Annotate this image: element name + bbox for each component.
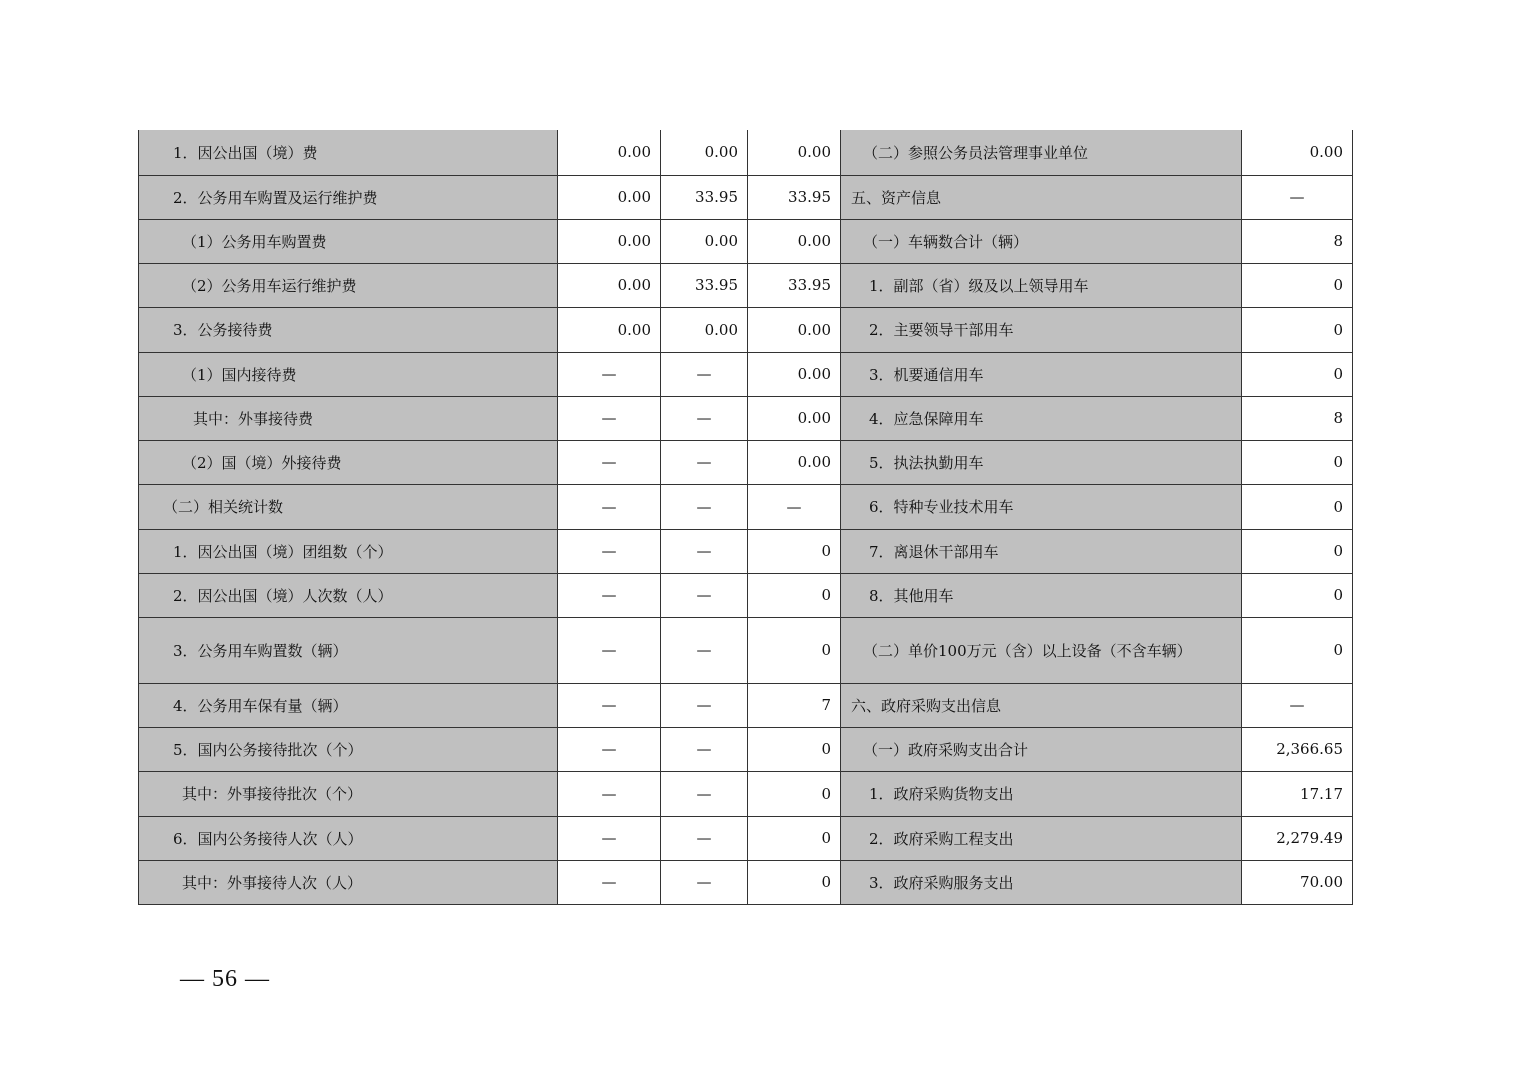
right-value-cell: 8 <box>1242 219 1353 263</box>
value-cell: 0 <box>748 771 841 816</box>
right-label: 7．离退休干部用车 <box>841 529 1242 573</box>
value-cell: 33.95 <box>661 263 748 307</box>
right-value-cell: 0 <box>1242 307 1353 352</box>
row-label: 其中：外事接待人次（人） <box>139 860 558 904</box>
row-label: （2）公务用车运行维护费 <box>139 263 558 307</box>
right-value-cell: 0 <box>1242 484 1353 529</box>
value-cell: — <box>661 440 748 484</box>
value-cell: 0 <box>748 727 841 771</box>
row-label: 其中：外事接待费 <box>139 396 558 440</box>
right-label: 8．其他用车 <box>841 573 1242 617</box>
right-label: 1．副部（省）级及以上领导用车 <box>841 263 1242 307</box>
right-label: 3．机要通信用车 <box>841 352 1242 396</box>
row-label: 2．公务用车购置及运行维护费 <box>139 175 558 219</box>
right-value-cell: 2,279.49 <box>1242 816 1353 860</box>
value-cell: — <box>558 529 661 573</box>
row-label: （2）国（境）外接待费 <box>139 440 558 484</box>
value-cell: 7 <box>748 683 841 727</box>
row-label: 6．国内公务接待人次（人） <box>139 816 558 860</box>
value-cell: 0.00 <box>558 307 661 352</box>
value-cell: — <box>661 484 748 529</box>
table-row <box>139 573 1353 617</box>
table-row <box>139 617 1353 683</box>
value-cell: 0 <box>748 529 841 573</box>
value-cell: 0.00 <box>748 307 841 352</box>
value-cell: 0.00 <box>558 175 661 219</box>
right-value-cell: 2,366.65 <box>1242 727 1353 771</box>
value-cell: — <box>558 683 661 727</box>
value-cell: 0.00 <box>748 440 841 484</box>
value-cell: — <box>661 860 748 904</box>
table-row <box>139 396 1353 440</box>
right-value-cell: 0 <box>1242 573 1353 617</box>
table-row <box>139 484 1353 529</box>
value-cell: — <box>558 727 661 771</box>
right-label: 1．政府采购货物支出 <box>841 771 1242 816</box>
row-label: 2．因公出国（境）人次数（人） <box>139 573 558 617</box>
value-cell: — <box>558 573 661 617</box>
right-value-cell: 0.00 <box>1242 130 1353 175</box>
right-value-cell: 70.00 <box>1242 860 1353 904</box>
right-value-cell: — <box>1242 175 1353 219</box>
row-label: 3．公务接待费 <box>139 307 558 352</box>
value-cell: 0.00 <box>558 219 661 263</box>
table-row <box>139 263 1353 307</box>
table-row <box>139 175 1353 219</box>
value-cell: — <box>661 617 748 683</box>
page-number: — 56 — <box>180 966 270 992</box>
right-label: 4．应急保障用车 <box>841 396 1242 440</box>
right-label: 2．政府采购工程支出 <box>841 816 1242 860</box>
row-label: （二）相关统计数 <box>139 484 558 529</box>
right-label: 6．特种专业技术用车 <box>841 484 1242 529</box>
table-row <box>139 219 1353 263</box>
right-label: 六、政府采购支出信息 <box>841 683 1242 727</box>
value-cell: 0 <box>748 860 841 904</box>
value-cell: 0 <box>748 816 841 860</box>
value-cell: — <box>558 440 661 484</box>
value-cell: 0 <box>748 573 841 617</box>
value-cell: 0.00 <box>661 219 748 263</box>
value-cell: 33.95 <box>661 175 748 219</box>
value-cell: 33.95 <box>748 263 841 307</box>
value-cell: 0.00 <box>748 352 841 396</box>
value-cell: 33.95 <box>748 175 841 219</box>
value-cell: 0.00 <box>661 130 748 175</box>
value-cell: 0.00 <box>748 396 841 440</box>
right-value-cell: 8 <box>1242 396 1353 440</box>
value-cell: 0.00 <box>558 263 661 307</box>
value-cell: 0 <box>748 617 841 683</box>
value-cell: — <box>558 352 661 396</box>
value-cell: 0.00 <box>558 130 661 175</box>
table-row <box>139 440 1353 484</box>
value-cell: — <box>661 352 748 396</box>
right-label: 2．主要领导干部用车 <box>841 307 1242 352</box>
table-row <box>139 683 1353 727</box>
value-cell: — <box>661 573 748 617</box>
row-label: 5．国内公务接待批次（个） <box>139 727 558 771</box>
right-label: 5．执法执勤用车 <box>841 440 1242 484</box>
value-cell: — <box>661 727 748 771</box>
right-value-cell: 0 <box>1242 440 1353 484</box>
right-value-cell: 0 <box>1242 352 1353 396</box>
value-cell: — <box>748 484 841 529</box>
value-cell: — <box>661 396 748 440</box>
table-row <box>139 529 1353 573</box>
right-label: （二）单价100万元（含）以上设备（不含车辆） <box>841 617 1242 683</box>
value-cell: — <box>558 617 661 683</box>
row-label: 3．公务用车购置数（辆） <box>139 617 558 683</box>
row-label: 其中：外事接待批次（个） <box>139 771 558 816</box>
value-cell: — <box>661 771 748 816</box>
row-label: 1．因公出国（境）费 <box>139 130 558 175</box>
value-cell: 0.00 <box>661 307 748 352</box>
value-cell: — <box>661 683 748 727</box>
right-label: 五、资产信息 <box>841 175 1242 219</box>
row-label: 1．因公出国（境）团组数（个） <box>139 529 558 573</box>
table-row <box>139 307 1353 352</box>
right-value-cell: 17.17 <box>1242 771 1353 816</box>
right-value-cell: 0 <box>1242 263 1353 307</box>
value-cell: 0.00 <box>748 130 841 175</box>
row-label: （1）国内接待费 <box>139 352 558 396</box>
right-label: （一）车辆数合计（辆） <box>841 219 1242 263</box>
value-cell: — <box>558 771 661 816</box>
value-cell: — <box>661 529 748 573</box>
right-label: 3．政府采购服务支出 <box>841 860 1242 904</box>
value-cell: — <box>558 816 661 860</box>
right-value-cell: — <box>1242 683 1353 727</box>
row-label: （1）公务用车购置费 <box>139 219 558 263</box>
table-row <box>139 727 1353 771</box>
right-value-cell: 0 <box>1242 529 1353 573</box>
statistics-table <box>138 130 1353 905</box>
table-row <box>139 816 1353 860</box>
table-row <box>139 771 1353 816</box>
table-row <box>139 130 1353 175</box>
right-value-cell: 0 <box>1242 617 1353 683</box>
value-cell: — <box>661 816 748 860</box>
value-cell: — <box>558 396 661 440</box>
value-cell: — <box>558 484 661 529</box>
value-cell: 0.00 <box>748 219 841 263</box>
value-cell: — <box>558 860 661 904</box>
right-label: （一）政府采购支出合计 <box>841 727 1242 771</box>
table-row <box>139 860 1353 904</box>
table-row <box>139 352 1353 396</box>
right-label: （二）参照公务员法管理事业单位 <box>841 130 1242 175</box>
row-label: 4．公务用车保有量（辆） <box>139 683 558 727</box>
